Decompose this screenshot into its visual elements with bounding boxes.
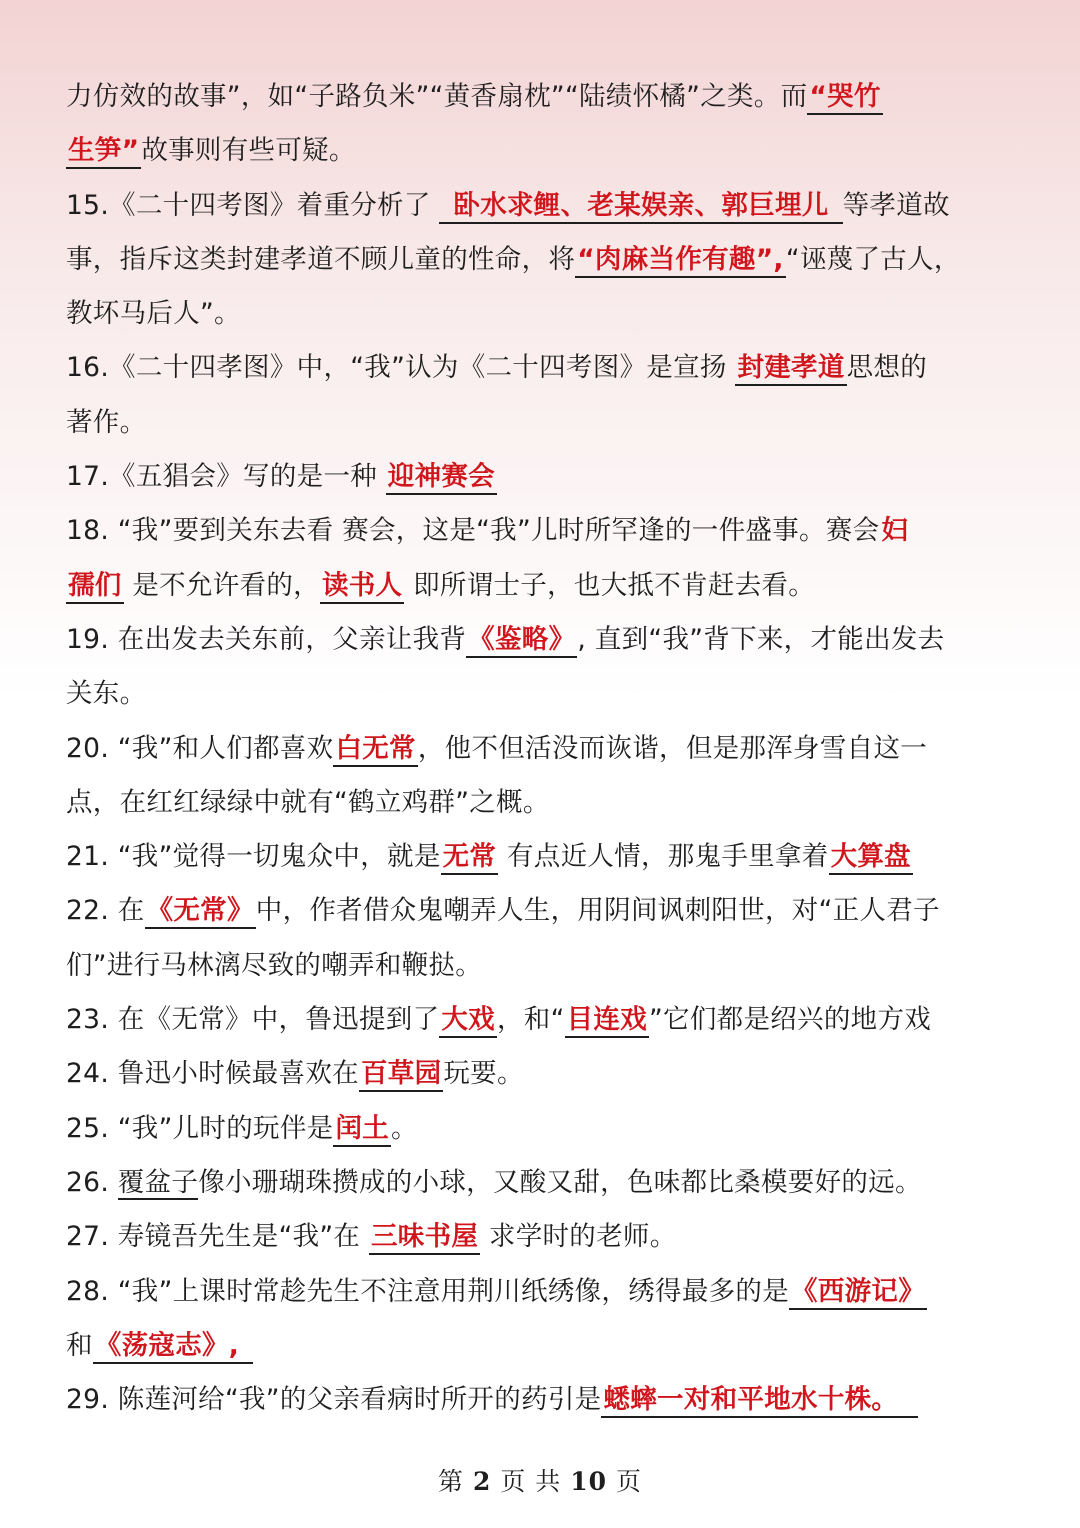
answer: 封建孝道: [735, 352, 846, 386]
text-line: 孺们 是不允许看的，读书人 即所谓士子，也大抵不肯赶去看。: [66, 559, 1016, 613]
underlined-term: 覆盆子: [117, 1166, 199, 1198]
answer: 《荡寇志》,: [93, 1330, 253, 1364]
question-16: 16.《二十四孝图》中，“我”认为《二十四考图》是宣扬 封建孝道思想的: [66, 341, 1016, 395]
question-18: 18. “我”要到关东去看 赛会，这是“我”儿时所罕逢的一件盛事。赛会妇: [66, 515, 909, 547]
document-body: [66, 70, 1016, 1427]
question-26: 26. 覆盆子像小珊瑚珠攒成的小球，又酸又甜，色味都比桑模要好的远。: [66, 1166, 922, 1198]
text-line: 力仿效的故事”，如“子路负米”“黄香扇枕”“陆绩怀橘”之类。而“哭竹: [66, 70, 1016, 124]
answer: 百草园: [359, 1058, 443, 1092]
text-line: 生笋”故事则有些可疑。: [66, 124, 1016, 178]
question-22: 22. 在《无常》中，作者借众鬼嘲弄人生，用阴间讽刺阳世，对“正人君子: [66, 884, 1016, 938]
answer: 大算盘: [829, 841, 913, 875]
question-29: 29. 陈莲河给“我”的父亲看病时所开的药引是蟋蟀一对和平地水十株。: [66, 1373, 1016, 1427]
total-pages: 10: [570, 1467, 608, 1496]
question-28: 28. “我”上课时常趁先生不注意用荆川纸绣像，绣得最多的是《西游记》: [66, 1265, 1016, 1319]
answer: 无常: [441, 841, 499, 875]
text-line: 事，指斥这类封建孝道不顾儿童的性命，将“肉麻当作有趣”,“诬蔑了古人，: [66, 233, 1016, 287]
answer: 妇: [881, 515, 909, 547]
answer: “哭竹: [807, 81, 882, 115]
question-19: 19. 在出发去关东前，父亲让我背《鉴略》, 直到“我”背下来，才能出发去: [66, 613, 1016, 667]
question-23: 23. 在《无常》中，鲁迅提到了大戏，和“目连戏”它们都是绍兴的地方戏: [66, 993, 1016, 1047]
text-line: 们”进行马林漓尽致的嘲弄和鞭挞。: [66, 949, 483, 981]
page-footer: 第 2 页 共 10 页: [438, 1467, 642, 1496]
question-15: 15.《二十四考图》着重分析了 卧水求鲤、老某娱亲、郭巨埋儿 等孝道故: [66, 179, 1016, 233]
answer: 迎神赛会: [386, 461, 497, 495]
question-24: 24. 鲁迅小时候最喜欢在百草园玩要。: [66, 1047, 1016, 1101]
answer: 《西游记》: [789, 1276, 927, 1310]
question-17: 17.《五猖会》写的是一种 迎神赛会: [66, 450, 1016, 504]
answer: 目连戏: [565, 1004, 649, 1038]
page-number: 2: [472, 1467, 492, 1496]
answer: 大戏: [439, 1004, 497, 1038]
text-line: 教坏马后人”。: [66, 298, 241, 330]
answer: 孺们: [66, 570, 124, 604]
answer: 蟋蟀一对和平地水十株。: [601, 1384, 918, 1418]
answer: 白无常: [333, 733, 417, 767]
question-25: 25. “我”儿时的玩伴是闰土。: [66, 1102, 1016, 1156]
text-line: 和《荡寇志》,: [66, 1319, 1016, 1373]
question-27: 27. 寿镜吾先生是“我”在 三味书屋 求学时的老师。: [66, 1210, 1016, 1264]
answer: 读书人: [320, 570, 404, 604]
question-21: 21. “我”觉得一切鬼众中，就是无常 有点近人情，那鬼手里拿着大算盘: [66, 830, 1016, 884]
question-20: 20. “我”和人们都喜欢白无常，他不但活没而诙谐，但是那浑身雪自这一: [66, 722, 1016, 776]
answer: “肉麻当作有趣”,: [575, 244, 786, 278]
answer: 生笋”: [66, 135, 141, 169]
answer: 闰土: [333, 1113, 391, 1147]
answer: 卧水求鲤、老某娱亲、郭巨埋儿: [439, 190, 842, 224]
text-line: 关东。: [66, 678, 147, 710]
answer: 《无常》: [145, 895, 256, 929]
text-line: 点，在红红绿绿中就有“鹤立鸡群”之概。: [66, 786, 550, 818]
answer: 《鉴略》: [466, 624, 577, 658]
answer: 三味书屋: [369, 1221, 480, 1255]
text-line: 著作。: [66, 406, 147, 438]
